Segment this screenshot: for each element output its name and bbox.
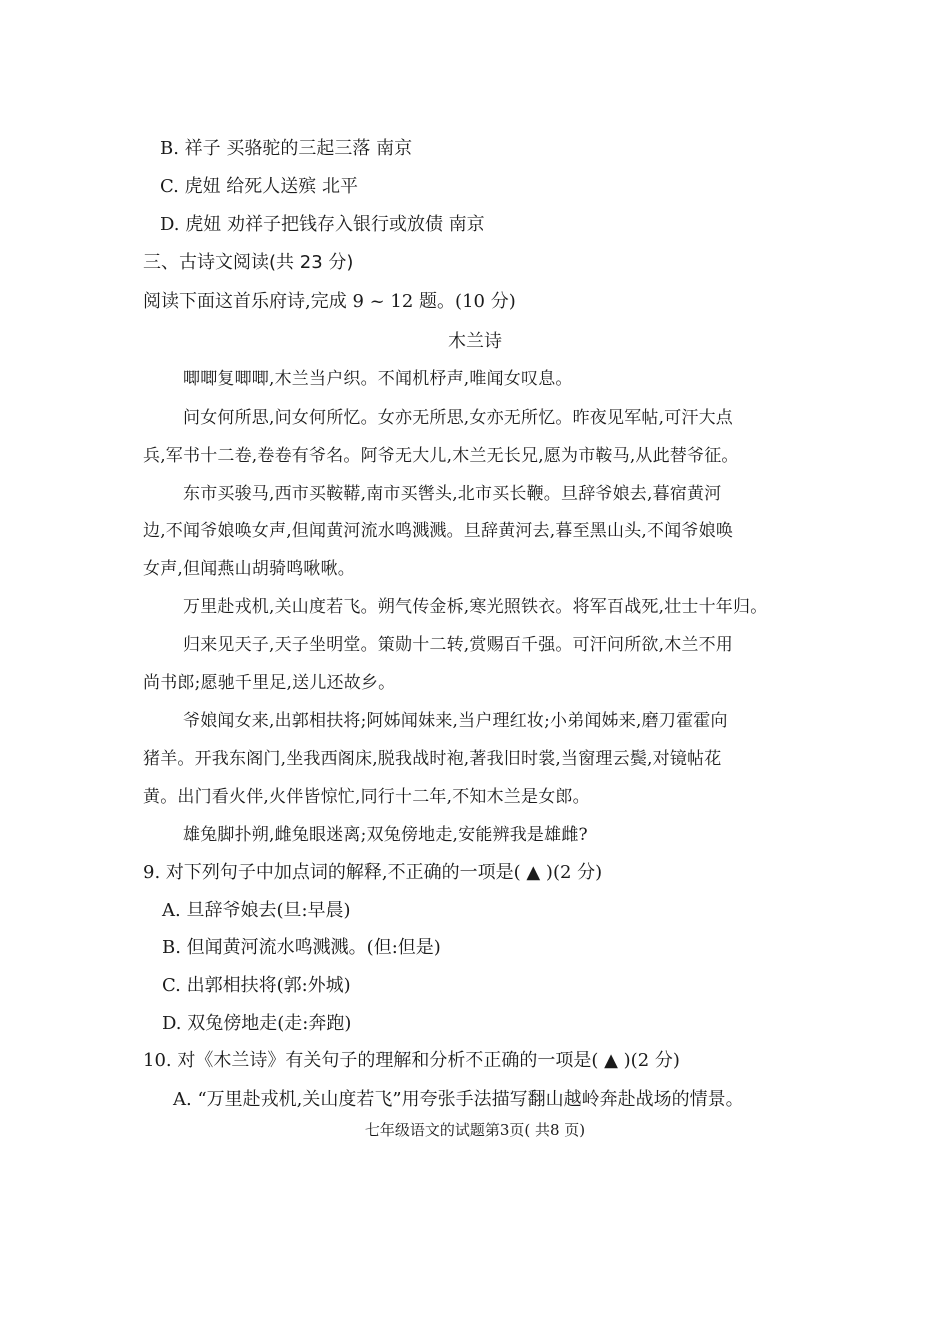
poem-line: 女声,但闻燕山胡骑鸣啾啾。	[143, 559, 356, 579]
poem-line: 爷娘闻女来,出郭相扶将;阿姊闻妹来,当户理红妆;小弟闻姊来,磨刀霍霍向	[183, 711, 728, 731]
question-10-stem: 10. 对《木兰诗》有关句子的理解和分析不正确的一项是( ▲ )(2 分)	[143, 1050, 680, 1071]
page-footer: 七年级语文的试题第3页( 共8 页)	[364, 1121, 586, 1139]
question-9-option-b: B. 但闻黄河流水鸣溅溅。(但:但是)	[162, 937, 441, 958]
poem-line: 万里赴戎机,关山度若飞。朔气传金柝,寒光照铁衣。将军百战死,壮士十年归。	[183, 597, 768, 617]
section-title: 三、古诗文阅读(共 23 分)	[143, 252, 354, 273]
prev-option-c: C. 虎妞 给死人送殡 北平	[160, 176, 359, 197]
question-9-option-a: A. 旦辞爷娘去(旦:早晨)	[162, 900, 351, 921]
poem-line: 唧唧复唧唧,木兰当户织。不闻机杼声,唯闻女叹息。	[183, 369, 573, 389]
poem-line: 边,不闻爷娘唤女声,但闻黄河流水鸣溅溅。旦辞黄河去,暮至黑山头,不闻爷娘唤	[143, 521, 734, 541]
question-9-option-d: D. 双兔傍地走(走:奔跑)	[162, 1013, 352, 1034]
poem-line: 黄。出门看火伴,火伴皆惊忙,同行十二年,不知木兰是女郎。	[143, 787, 590, 807]
question-9-option-c: C. 出郭相扶将(郭:外城)	[162, 975, 351, 996]
prev-option-b: B. 祥子 买骆驼的三起三落 南京	[160, 138, 413, 159]
poem-line: 雄兔脚扑朔,雌兔眼迷离;双兔傍地走,安能辨我是雄雌?	[183, 825, 588, 845]
poem-line: 东市买骏马,西市买鞍鞯,南市买辔头,北市买长鞭。旦辞爷娘去,暮宿黄河	[183, 484, 722, 504]
poem-line: 尚书郎;愿驰千里足,送儿还故乡。	[143, 673, 396, 693]
poem-line: 归来见天子,天子坐明堂。策勋十二转,赏赐百千强。可汗问所欲,木兰不用	[183, 635, 734, 655]
poem-line: 问女何所思,问女何所忆。女亦无所思,女亦无所忆。昨夜见军帖,可汗大点	[183, 408, 734, 428]
poem-line: 兵,军书十二卷,卷卷有爷名。阿爷无大儿,木兰无长兄,愿为市鞍马,从此替爷征。	[143, 446, 739, 466]
question-9-stem: 9. 对下列句子中加点词的解释,不正确的一项是( ▲ )(2 分)	[143, 862, 603, 883]
reading-intro: 阅读下面这首乐府诗,完成 9 ~ 12 题。(10 分)	[143, 291, 516, 312]
question-10-option-a: A. “万里赴戎机,关山度若飞”用夸张手法描写翻山越岭奔赴战场的情景。	[173, 1089, 744, 1110]
poem-title: 木兰诗	[448, 331, 502, 352]
poem-line: 猪羊。开我东阁门,坐我西阁床,脱我战时袍,著我旧时裳,当窗理云鬓,对镜帖花	[143, 749, 722, 769]
prev-option-d: D. 虎妞 劝祥子把钱存入银行或放债 南京	[160, 214, 485, 235]
